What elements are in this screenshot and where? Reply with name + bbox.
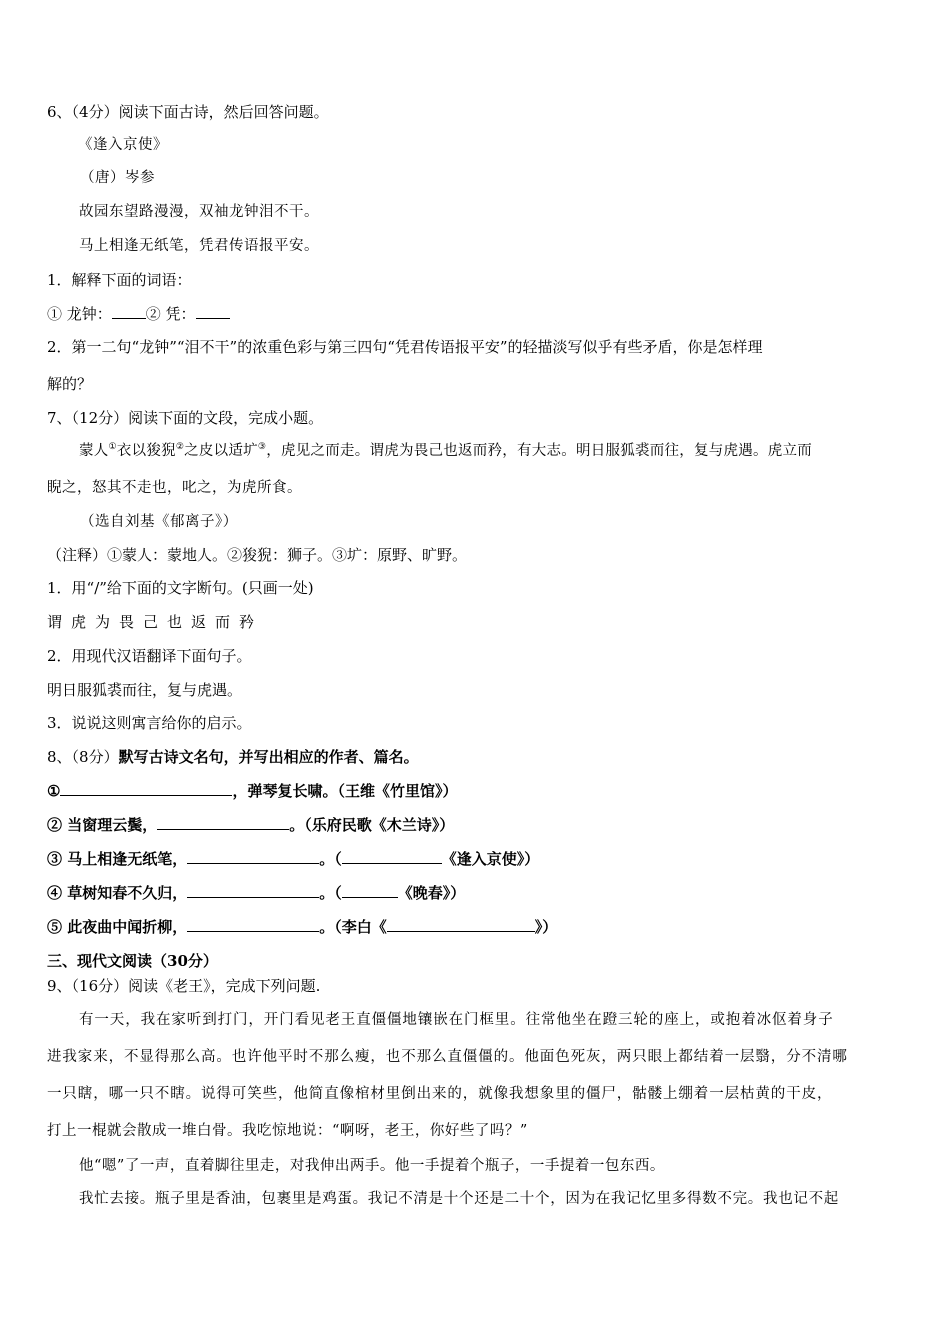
line-text: 。（李白《: [319, 918, 387, 936]
line-text: 《逢入京使》）: [441, 850, 540, 868]
q6-sub1-b: ② 凭：: [145, 305, 196, 323]
q8-line-1: [47, 781, 457, 801]
answer-blank[interactable]: [187, 849, 319, 864]
line-text: 。（: [319, 884, 342, 902]
section-3-title: 三、现代文阅读（30分）: [47, 952, 218, 970]
answer-blank[interactable]: [187, 883, 319, 898]
q7-sub2: 2．用现代汉语翻译下面句子。: [47, 647, 252, 665]
passage-text: 衣以狻猊: [116, 443, 176, 459]
q8-line-5: [47, 917, 557, 937]
line-text: ，弹琴复长啸。（王维《竹里馆》）: [232, 782, 458, 800]
answer-blank[interactable]: [60, 781, 232, 796]
q9-para-3-line-1: 我忙去接。瓶子里是香油，包裹里是鸡蛋。我记不清是十个还是二十个，因为在我记忆里多得数不完。我也记不起: [79, 1191, 839, 1207]
q8-line-4: [47, 883, 465, 903]
line-text: 。（乐府民歌《木兰诗》）: [289, 816, 455, 834]
q7-sub2-text: 明日服狐裘而往，复与虎遇。: [47, 681, 243, 699]
line-text: ④ 草树知春不久归，: [47, 884, 188, 902]
q9-para-2: 他“嗯”了一声，直着脚往里走，对我伸出两手。他一手提着个瓶子，一手提着一包东西。: [79, 1158, 665, 1174]
line-text: ② 当窗理云鬓，: [47, 816, 158, 834]
passage-text: 蒙人: [79, 443, 109, 459]
q8-heading: [47, 747, 419, 767]
q9-para-1-line-4: 打上一棍就会散成一堆白骨。我吃惊地说：“啊呀，老王，你好些了吗？”: [47, 1123, 528, 1139]
q8-number: 8、（8分）: [47, 748, 119, 766]
answer-blank[interactable]: [112, 304, 146, 319]
poem-line-1: 故园东望路漫漫，双袖龙钟泪不干。: [79, 204, 319, 220]
line-text: ①: [47, 782, 61, 800]
q7-passage-line-1: [79, 441, 812, 461]
note-ref: ③: [257, 442, 267, 453]
answer-blank[interactable]: [387, 917, 535, 932]
q8-instruction: 默写古诗文名句，并写出相应的作者、篇名。: [118, 748, 419, 766]
q7-sub1: 1．用“/”给下面的文字断句。(只画一处): [47, 579, 314, 597]
line-text: ⑤ 此夜曲中闻折柳，: [47, 918, 188, 936]
q6-heading: 6、（4分）阅读下面古诗，然后回答问题。: [47, 103, 329, 121]
poem-author: （唐）岑参: [80, 170, 155, 186]
q6-sub1: 1．解释下面的词语：: [47, 271, 192, 289]
passage-text: ，虎见之而走。谓虎为畏己也返而矜，有大志。明日服狐裘而往，复与虎遇。虎立而: [266, 443, 812, 459]
answer-blank[interactable]: [157, 815, 289, 830]
q7-source: （选自刘基《郁离子》）: [80, 514, 238, 530]
note-ref: ②: [175, 442, 185, 453]
answer-blank[interactable]: [196, 304, 230, 319]
q7-sub3: 3．说说这则寓言给你的启示。: [47, 714, 252, 732]
line-text: 》）: [534, 918, 558, 936]
q7-passage-line-2: 睨之，怒其不走也，叱之，为虎所食。: [47, 480, 302, 496]
line-text: ③ 马上相逢无纸笔，: [47, 850, 188, 868]
q6-sub2-line-2: 解的？: [47, 375, 93, 393]
poem-line-2: 马上相逢无纸笔，凭君传语报平安。: [79, 238, 319, 254]
q9-heading: 9、（16分）阅读《老王》，完成下列问题.: [47, 977, 321, 995]
note-ref: ①: [108, 442, 117, 453]
q9-para-1-line-2: 进我家来，不显得那么高。也许他平时不那么瘦，也不那么直僵僵的。他面色死灰，两只眼上都结着一层翳，分不清哪: [47, 1049, 848, 1065]
q6-sub1-a: ① 龙钟：: [47, 305, 112, 323]
answer-blank[interactable]: [342, 849, 442, 864]
q9-para-1-line-3: 一只瞎，哪一只不瞎。说得可笑些，他简直像棺材里倒出来的，就像我想象里的僵尸，骷髅上绷着一层枯黄的干皮，: [47, 1086, 833, 1102]
q6-sub1-answers: [47, 304, 230, 324]
q7-sub1-text: 谓虎为畏己也返而矜: [47, 613, 264, 631]
line-text: 《晚春》）: [397, 884, 466, 902]
line-text: 。（: [319, 850, 342, 868]
poem-title: 《逢入京使》: [78, 137, 168, 153]
q8-line-2: [47, 815, 454, 835]
passage-text: 之皮以适圹: [184, 443, 258, 459]
q7-notes: （注释）①蒙人：蒙地人。②狻猊：狮子。③圹：原野、旷野。: [47, 546, 468, 564]
q9-para-1-line-1: 有一天，我在家听到打门，开门看见老王直僵僵地镶嵌在门框里。往常他坐在蹬三轮的座上，或抱着冰伛着身子: [79, 1012, 834, 1028]
q8-line-3: [47, 849, 539, 869]
answer-blank[interactable]: [342, 883, 398, 898]
answer-blank[interactable]: [187, 917, 319, 932]
q7-heading: 7、（12分）阅读下面的文段，完成小题。: [47, 409, 324, 427]
q6-sub2-line-1: 2．第一二句“龙钟”“泪不干”的浓重色彩与第三四句“凭君传语报平安”的轻描淡写似乎有些矛盾，你是怎样理: [47, 338, 763, 356]
